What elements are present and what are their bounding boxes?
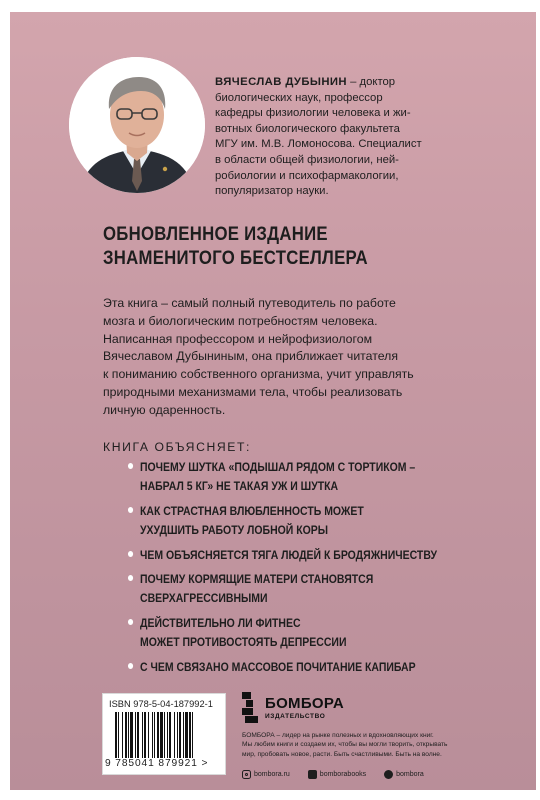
vk-icon	[308, 770, 317, 779]
book-description	[103, 295, 446, 420]
author-bio	[215, 75, 515, 200]
publisher-line: БОМБОРА – лидер на рынке полезных и вдохновляющих книг.	[242, 732, 434, 739]
barcode-box	[102, 693, 226, 775]
back-cover	[10, 12, 536, 790]
bullet-dot-icon	[128, 575, 133, 581]
barcode-digits: 9 785041 879921 >	[105, 758, 209, 769]
author-bio-line: МГУ им. М.В. Ломоносова. Специалист	[215, 138, 422, 151]
description-line: к пониманию собственного организма, учит управлять	[103, 367, 414, 382]
description-line: мозга и биологическим потребностям человека.	[103, 313, 378, 328]
publisher-brand: БОМБОРА	[265, 695, 345, 712]
description-line: Написанная профессором и нейрофизиологом	[103, 331, 373, 346]
explains-title: КНИГА ОБЪЯСНЯЕТ:	[103, 440, 252, 454]
bullet-dot-icon	[128, 463, 133, 469]
bullet-dot-icon	[128, 619, 133, 625]
headline-line: ЗНАМЕНИТОГО БЕСТСЕЛЛЕРА	[103, 247, 368, 269]
author-bio-line: ВЯЧЕСЛАВ ДУБЫНИН – доктор	[215, 76, 396, 88]
headline	[103, 222, 368, 270]
social-links	[242, 770, 424, 779]
author-name: ВЯЧЕСЛАВ ДУБЫНИН	[215, 76, 347, 88]
bullet-dot-icon	[128, 663, 133, 669]
bullet-dot-icon	[128, 507, 133, 513]
list-item: С ЧЕМ СВЯЗАНО МАССОВОЕ ПОЧИТАНИЕ КАПИБАР	[140, 658, 415, 677]
publisher-line: мир, пробовать новое, расти. Быть счастливыми. Быть на волне.	[242, 750, 442, 758]
author-bio-line: в области общей физиологии, ней-	[215, 153, 399, 166]
social-link-site[interactable]: bombora.ru	[242, 770, 290, 779]
description-line: Вячеславом Дубыниным, она приближает читателя	[103, 349, 399, 364]
publisher-line: Мы любим книги и создаем их, чтобы вы могли творить, открывать	[242, 741, 448, 749]
author-bio-line: вотных биологического факультета	[215, 122, 400, 135]
list-item: ДЕЙСТВИТЕЛЬНО ЛИ ФИТНЕС МОЖЕТ ПРОТИВОСТОЯТЬ ДЕПРЕССИИ	[140, 614, 415, 651]
publisher-brand-sub: ИЗДАТЕЛЬСТВО	[265, 713, 326, 720]
description-line: природными механизмами тела, чтобы реализовать	[103, 384, 403, 399]
author-bio-line: робиологии и психофармакологии,	[215, 169, 399, 182]
isbn-label: ISBN 978-5-04-187992-1	[109, 699, 213, 709]
headline-line: ОБНОВЛЕННОЕ ИЗДАНИЕ	[103, 223, 328, 245]
author-bio-line: популяризатор науки.	[215, 185, 329, 198]
barcode-icon	[115, 712, 215, 758]
description-line: личную одаренность.	[103, 402, 226, 417]
author-bio-line: биологических наук, профессор	[215, 91, 383, 104]
description-line: Эта книга – самый полный путеводитель по работе	[103, 296, 396, 310]
list-item: ПОЧЕМУ КОРМЯЩИЕ МАТЕРИ СТАНОВЯТСЯ СВЕРХАГРЕССИВНЫМИ	[140, 570, 415, 607]
list-item: ЧЕМ ОБЪЯСНЯЕТСЯ ТЯГА ЛЮДЕЙ К БРОДЯЖНИЧЕСТВУ	[140, 546, 415, 565]
social-link-vk[interactable]: bomborabooks	[308, 770, 366, 779]
telegram-icon	[384, 770, 393, 779]
social-link-telegram[interactable]: bombora	[384, 770, 424, 779]
bombora-logo-icon	[242, 692, 258, 724]
list-item: КАК СТРАСТНАЯ ВЛЮБЛЕННОСТЬ МОЖЕТ УХУДШИТЬ РАБОТУ ЛОБНОЙ КОРЫ	[140, 502, 415, 539]
publisher-text	[242, 731, 492, 759]
instagram-icon	[242, 770, 251, 779]
list-item: ПОЧЕМУ ШУТКА «ПОДЫШАЛ РЯДОМ С ТОРТИКОМ – НАБРАЛ 5 КГ» НЕ ТАКАЯ УЖ И ШУТКА	[140, 458, 415, 495]
author-photo	[69, 57, 205, 193]
bullet-dot-icon	[128, 551, 133, 557]
author-bio-line: кафедры физиологии человека и жи-	[215, 107, 411, 120]
